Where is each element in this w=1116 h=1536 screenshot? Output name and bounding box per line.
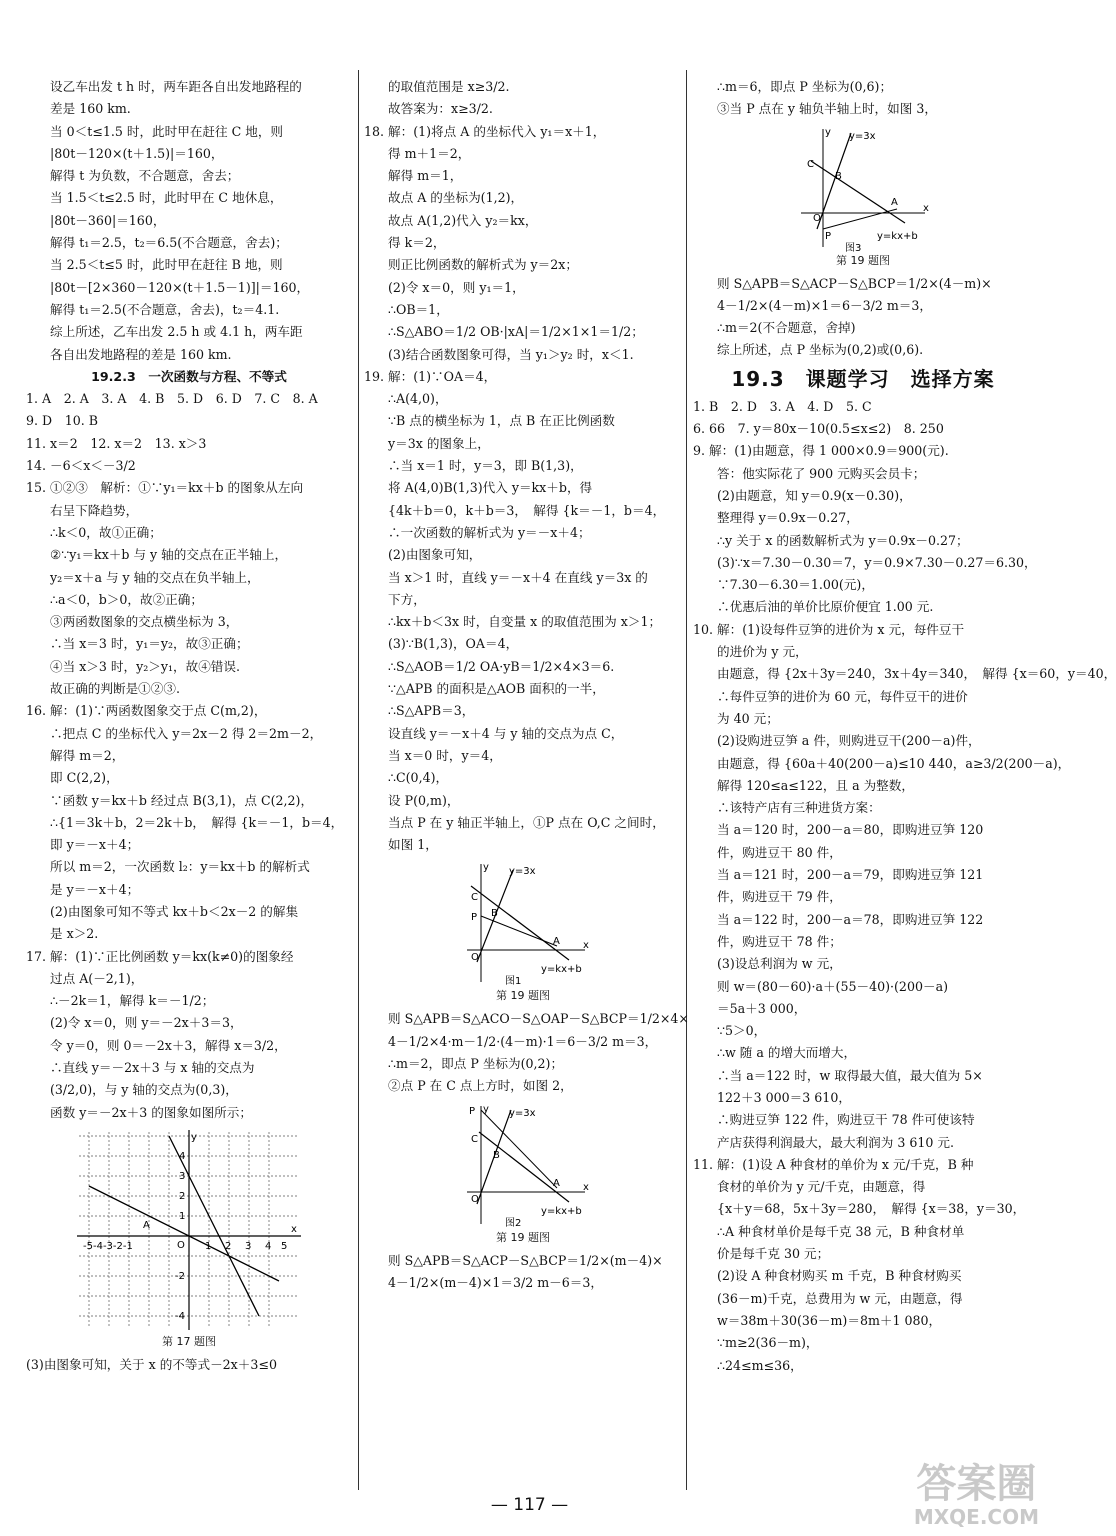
- text-line: 则 S△APB＝S△ACP－S△BCP＝1/2×(4－m)×: [717, 275, 992, 291]
- text-line: ∴kx＋b＜3x 时，自变量 x 的取值范围为 x＞1；: [388, 614, 662, 630]
- text-line: ∴当 a＝122 时，w 取得最大值，最大值为 5×: [717, 1067, 983, 1083]
- text-line: 的进价为 y 元，: [717, 644, 808, 660]
- text-line: 18. 解：(1)将点 A 的坐标代入 y₁＝x＋1，: [364, 123, 606, 139]
- watermark-logo: [914, 1462, 1039, 1528]
- text-line: {4k＋b＝0，k＋b＝3， 解得 {k＝－1，b＝4，: [388, 502, 666, 518]
- text-line: 10. 解：(1)设每件豆笋的进价为 x 元，每件豆干: [693, 621, 965, 637]
- svg-text:-2: -2: [175, 1270, 185, 1282]
- text-line: 19. 解：(1)∵OA＝4，: [364, 368, 497, 384]
- text-line: 得 m＋1＝2，: [388, 145, 471, 161]
- column-1: [26, 76, 352, 1376]
- text-line: ∴直线 y＝－2x＋3 与 x 轴的交点为: [50, 1060, 255, 1076]
- text-line: 如图 1，: [388, 837, 438, 853]
- text-line: ∴A 种食材单价是每千克 38 元，B 种食材单: [717, 1223, 965, 1239]
- text-line: (2)设购进豆笋 a 件，则购进豆干(200－a)件，: [717, 733, 981, 749]
- text-line: 14. －6＜x＜－3/2: [26, 458, 136, 474]
- text-line: ∴S△AOB＝1/2 OA·yB＝1/2×4×3＝6.: [388, 658, 615, 674]
- text-line: 当 a＝120 时，200－a＝80，即购进豆笋 120: [717, 822, 984, 838]
- text-line: 各自出发地路程的差是 160 km.: [50, 346, 232, 362]
- svg-text:-4: -4: [175, 1310, 185, 1322]
- text-line: ∴{1＝3k＋b，2＝2k＋b， 解得 {k＝－1，b＝4，: [50, 814, 344, 830]
- text-line: 的取值范围是 x≥3/2.: [388, 79, 510, 94]
- text-line: (3)设总利润为 w 元，: [717, 956, 842, 972]
- line-label-ykxb: y=kx+b: [541, 1205, 582, 1217]
- svg-text:A: A: [891, 196, 898, 208]
- text-line: 产店获得利润最大，最大利润为 3 610 元.: [717, 1134, 954, 1150]
- text-line: ∴k＜0，故①正确；: [50, 524, 162, 540]
- svg-text:3: 3: [179, 1170, 186, 1182]
- text-line: 差是 160 km.: [50, 101, 131, 117]
- text-line: |80t－360|＝160，: [50, 212, 166, 228]
- text-line: 函数 y＝－2x＋3 的图象如图所示；: [50, 1104, 252, 1120]
- text-line: 1. A 2. A 3. A 4. B 5. D 6. D 7. C 8. A: [26, 391, 318, 407]
- text-line: 解得 t₁＝2.5(不合题意，舍去)，t₂＝4.1.: [50, 301, 280, 317]
- text-line: ＝5a＋3 000，: [717, 1000, 807, 1016]
- svg-text:y: y: [191, 1131, 197, 1143]
- text-line: 即 C(2,2)，: [50, 770, 119, 786]
- svg-text:P: P: [469, 1105, 476, 1117]
- svg-text:y: y: [483, 862, 489, 874]
- page-number: — 117 —: [490, 1495, 569, 1515]
- column-3: [693, 76, 1116, 1377]
- svg-text:4: 4: [265, 1240, 272, 1252]
- text-line: 即 y＝－x＋4；: [50, 837, 140, 853]
- text-line: 当点 P 在 y 轴正半轴上，①P 点在 O,C 之间时，: [388, 814, 665, 830]
- text-line: ∴S△ABO＝1/2 OB·|xA|＝1/2×1×1＝1/2；: [388, 324, 644, 340]
- watermark-text: 答案圈: [916, 1461, 1037, 1507]
- text-line: 故正确的判断是①②③.: [50, 681, 180, 697]
- text-line: ∴24≤m≤36，: [717, 1357, 803, 1373]
- svg-text:x: x: [583, 1181, 589, 1193]
- text-line: (36－m)千克，总费用为 w 元，由题意，得: [717, 1290, 963, 1306]
- text-line: (2)令 x＝0，则 y₁＝1，: [388, 279, 525, 295]
- text-line: (2)由题意，知 y＝0.9(x－0.30)，: [717, 487, 912, 503]
- text-line: (2)由图象可知，: [388, 547, 482, 563]
- text-line: 是 x＞2.: [50, 926, 99, 942]
- svg-text:C: C: [471, 892, 478, 904]
- figure-17-caption: 第 17 题图: [162, 1334, 216, 1348]
- text-line: ∴优惠后油的单价比原价便宜 1.00 元.: [717, 599, 934, 615]
- text-line: 1. B 2. D 3. A 4. D 5. C: [693, 398, 872, 414]
- figure-label: 图3: [845, 242, 862, 254]
- text-line: 则 w＝(80－60)·a＋(55－40)·(200－a): [717, 978, 948, 994]
- text-line: 所以 m＝2，一次函数 l₂：y＝kx＋b 的解析式: [50, 859, 310, 875]
- figure-19-3: [693, 125, 1033, 269]
- svg-text:y: y: [825, 126, 831, 138]
- text-line: 右呈下降趋势，: [50, 502, 139, 518]
- text-line: ③当 P 点在 y 轴负半轴上时，如图 3，: [717, 101, 937, 117]
- svg-text:1: 1: [179, 1210, 186, 1222]
- text-line: (3)由图象可知，关于 x 的不等式－2x＋3≤0: [26, 1356, 277, 1372]
- text-line: 122＋3 000＝3 610，: [717, 1089, 851, 1105]
- text-line: 11. x＝2 12. x＝2 13. x＞3: [26, 435, 207, 451]
- text-line: 件，购进豆干 80 件，: [717, 844, 842, 860]
- text-line: ∴把点 C 的坐标代入 y＝2x－2 得 2＝2m－2，: [50, 725, 323, 741]
- text-line: 故点 A(1,2)代入 y₂＝kx，: [388, 212, 538, 228]
- text-line: 是 y＝－x＋4；: [50, 881, 140, 897]
- figure-label: 图1: [505, 976, 522, 988]
- svg-text:A: A: [143, 1219, 150, 1231]
- svg-text:3: 3: [245, 1240, 252, 1252]
- text-line: 为 40 元；: [717, 710, 779, 726]
- text-line: (2)令 x＝0，则 y＝－2x＋3＝3，: [50, 1015, 243, 1031]
- text-line: ∵m≥2(36－m)，: [717, 1335, 819, 1351]
- text-line: ∴w 随 a 的增大而增大，: [717, 1045, 857, 1061]
- text-line: 6. 66 7. y＝80x－10(0.5≤x≤2) 8. 250: [693, 421, 944, 437]
- text-line: ∴m＝2，即点 P 坐标为(0,2)；: [388, 1055, 564, 1071]
- text-line: ∴m＝2(不合题意，舍掉): [717, 320, 856, 336]
- figure-19-caption: 第 19 题图: [496, 989, 550, 1003]
- text-line: 由题意，得 {2x＋3y＝240，3x＋4y＝340， 解得 {x＝60，y＝40，: [717, 666, 1116, 682]
- text-line: 当 x＞1 时，直线 y＝－x＋4 在直线 y＝3x 的: [388, 569, 648, 585]
- text-line: ∴－2k＝1，解得 k＝－1/2；: [50, 993, 215, 1009]
- svg-text:x: x: [291, 1223, 297, 1235]
- svg-text:A: A: [553, 936, 560, 948]
- text-line: y₂＝x＋a 与 y 轴的交点在负半轴上，: [50, 569, 260, 585]
- text-line: 解得 t 为负数，不合题意，舍去；: [50, 168, 240, 184]
- text-line: 15. ①②③ 解析：①∵y₁＝kx＋b 的图象从左向: [26, 480, 304, 496]
- text-line: 则 S△APB＝S△ACO－S△OAP－S△BCP＝1/2×4×: [388, 1011, 689, 1027]
- graph-figure-1: [453, 860, 593, 988]
- graph-figure-2: [453, 1102, 593, 1230]
- svg-text:4: 4: [179, 1150, 186, 1162]
- figure-17: [26, 1128, 352, 1350]
- svg-text:O: O: [177, 1239, 185, 1251]
- text-line: 当 0＜t≤1.5 时，此时甲在赶往 C 地，则: [50, 123, 284, 139]
- text-line: 16. 解：(1)∵两函数图象交于点 C(m,2)，: [26, 703, 267, 719]
- text-line: ∴m＝6，即点 P 坐标为(0,6)；: [717, 79, 893, 94]
- text-line: 件，购进豆干 78 件；: [717, 933, 842, 949]
- text-line: 11. 解：(1)设 A 种食材的单价为 x 元/千克，B 种: [693, 1156, 974, 1172]
- svg-text:5: 5: [281, 1240, 288, 1252]
- text-line: ∵△APB 的面积是△AOB 面积的一半，: [388, 681, 605, 697]
- text-line: ∴当 x＝3 时，y₁＝y₂，故③正确；: [50, 636, 249, 652]
- text-line: 故答案为：x≥3/2.: [388, 101, 493, 117]
- text-line: 9. D 10. B: [26, 413, 98, 429]
- svg-text:B: B: [835, 170, 842, 182]
- text-line: 价是每千克 30 元；: [717, 1246, 830, 1262]
- svg-text:A: A: [553, 1177, 560, 1189]
- svg-text:1: 1: [205, 1240, 212, 1252]
- text-line: {x＋y＝68，5x＋3y＝280， 解得 {x＝38，y＝30，: [717, 1201, 1026, 1217]
- text-line: ∴当 x＝1 时，y＝3，即 B(1,3)，: [388, 458, 583, 474]
- text-line: 由题意，得 {60a＋40(200－a)≤10 440，a≥3/2(200－a)，: [717, 755, 1071, 771]
- text-line: 答：他实际花了 900 元购买会员卡；: [717, 465, 926, 481]
- svg-text:O: O: [471, 952, 479, 964]
- text-line: 将 A(4,0)B(1,3)代入 y＝kx＋b，得: [388, 480, 593, 496]
- text-line: 当 a＝121 时，200－a＝79，即购进豆笋 121: [717, 867, 984, 883]
- text-line: ∴该特产店有三种进货方案：: [717, 800, 881, 816]
- line-label-y3x: y=3x: [849, 130, 876, 142]
- text-line: 4－1/2×(m－4)×1＝3/2 m－6＝3，: [388, 1274, 603, 1290]
- text-line: ④当 x＞3 时，y₂＞y₁，故④错误.: [50, 658, 240, 674]
- text-line: ∵5＞0，: [717, 1023, 767, 1039]
- figure-19-2: [364, 1102, 682, 1246]
- text-line: 综上所述，乙车出发 2.5 h 或 4.1 h，两车距: [50, 324, 303, 340]
- text-line: w＝38m＋30(36－m)＝8m＋1 080，: [717, 1312, 942, 1328]
- line-label-ykxb: y=kx+b: [877, 230, 918, 242]
- text-line: 当 1.5＜t≤2.5 时，此时甲在 C 地休息，: [50, 190, 283, 206]
- svg-text:2: 2: [225, 1240, 232, 1252]
- text-line: ∴C(0,4)，: [388, 770, 449, 786]
- text-line: 解得 120≤a≤122，且 a 为整数，: [717, 777, 914, 793]
- text-line: 解得 m＝2，: [50, 747, 125, 763]
- text-line: 4－1/2×4·m－1/2·(4－m)·1＝6－3/2 m＝3，: [388, 1033, 658, 1049]
- text-line: 设 P(0,m)，: [388, 792, 460, 808]
- text-line: 当 a＝122 时，200－a＝78，即购进豆笋 122: [717, 911, 984, 927]
- svg-text:C: C: [471, 1133, 478, 1145]
- figure-19-caption: 第 19 题图: [836, 253, 890, 267]
- section-heading-19-3: 19.3 课题学习 选择方案: [731, 366, 995, 391]
- text-line: 令 y＝0，则 0＝－2x＋3，解得 x＝3/2，: [50, 1037, 287, 1053]
- text-line: 17. 解：(1)∵正比例函数 y＝kx(k≠0)的图象经: [26, 948, 294, 964]
- text-line: ②点 P 在 C 点上方时，如图 2，: [388, 1078, 573, 1094]
- text-line: ∴一次函数的解析式为 y＝－x＋4；: [388, 524, 591, 540]
- column-divider: [358, 70, 359, 1490]
- watermark-url: MXQE.COM: [913, 1505, 1039, 1529]
- svg-text:-5-4-3-2-1: -5-4-3-2-1: [83, 1240, 133, 1252]
- text-line: 设乙车出发 t h 时，两车距各自出发地路程的: [50, 79, 302, 94]
- text-line: 则正比例函数的解析式为 y＝2x；: [388, 257, 578, 273]
- text-line: 故点 A 的坐标为(1,2)，: [388, 190, 524, 206]
- text-line: (2)由图象可知不等式 kx＋b＜2x－2 的解集: [50, 903, 299, 919]
- svg-text:O: O: [471, 1193, 479, 1205]
- text-line: ∴y 关于 x 的函数解析式为 y＝0.9x－0.27；: [717, 532, 969, 548]
- text-line: (3)结合函数图象可得，当 y₁＞y₂ 时，x＜1.: [388, 346, 634, 362]
- text-line: (2)设 A 种食材购买 m 千克，B 种食材购买: [717, 1268, 962, 1284]
- text-line: ∵函数 y＝kx＋b 经过点 B(3,1)，点 C(2,2)，: [50, 792, 314, 808]
- text-line: 设直线 y＝－x＋4 与 y 轴的交点为点 C，: [388, 725, 624, 741]
- svg-text:2: 2: [179, 1190, 186, 1202]
- text-line: 则 S△APB＝S△ACP－S△BCP＝1/2×(m－4)×: [388, 1252, 663, 1268]
- column-2: [364, 76, 689, 1294]
- svg-text:C: C: [807, 158, 814, 170]
- line-label-y3x: y=3x: [509, 1107, 536, 1119]
- graph-figure-3: [793, 125, 933, 253]
- line-label-ykxb: y=kx+b: [541, 964, 582, 976]
- figure-label: 图2: [505, 1217, 522, 1229]
- line-label-y3x: y=3x: [509, 866, 536, 878]
- text-line: (3)∵B(1,3)，OA＝4，: [388, 636, 519, 652]
- text-line: |80t－120×(t＋1.5)|＝160，: [50, 145, 224, 161]
- text-line: 当 2.5＜t≤5 时，此时甲在赶往 B 地，则: [50, 257, 283, 273]
- text-line: 当 x＝0 时，y＝4，: [388, 747, 502, 763]
- text-line: 下方，: [388, 591, 426, 607]
- text-line: ②∵y₁＝kx＋b 与 y 轴的交点在正半轴上，: [50, 547, 288, 563]
- text-line: 综上所述，点 P 坐标为(0,2)或(0,6).: [717, 342, 924, 358]
- text-line: y＝3x 的图象上，: [388, 435, 490, 451]
- svg-text:y: y: [483, 1103, 489, 1115]
- text-line: ∴a＜0，b＞0，故②正确；: [50, 591, 203, 607]
- text-line: 9. 解：(1)由题意，得 1 000×0.9＝900(元).: [693, 443, 949, 459]
- svg-text:P: P: [825, 230, 832, 242]
- text-line: |80t－[2×360－120×(t＋1.5－1)]|＝160，: [50, 279, 310, 295]
- text-line: (3)∵x＝7.30－0.30＝7，y＝0.9×7.30－0.27＝6.30，: [717, 554, 1037, 570]
- figure-19-1: [364, 860, 682, 1004]
- text-line: ∴S△APB＝3，: [388, 703, 475, 719]
- svg-text:B: B: [491, 908, 498, 920]
- section-heading-19-2-3: 19.2.3 一次函数与方程、不等式: [91, 368, 287, 384]
- svg-text:O: O: [813, 212, 821, 224]
- figure-19-caption: 第 19 题图: [496, 1230, 550, 1244]
- text-line: 整理得 y＝0.9x－0.27，: [717, 510, 859, 526]
- text-line: 4－1/2×(4－m)×1＝6－3/2 m＝3，: [717, 297, 932, 313]
- svg-text:x: x: [923, 202, 929, 214]
- svg-text:P: P: [471, 912, 478, 924]
- coordinate-grid-graph: [73, 1128, 305, 1334]
- text-line: 食材的单价为 y 元/千克，由题意，得: [717, 1179, 926, 1195]
- column-divider: [686, 70, 687, 1490]
- text-line: 过点 A(－2,1)，: [50, 970, 144, 986]
- text-line: 得 k＝2，: [388, 235, 446, 251]
- text-line: 解得 m＝1，: [388, 168, 463, 184]
- svg-text:B: B: [493, 1149, 500, 1161]
- text-line: (3/2,0)，与 y 轴的交点为(0,3)，: [50, 1082, 238, 1098]
- text-line: ∴每件豆笋的进价为 60 元，每件豆干的进价: [717, 688, 968, 704]
- text-line: ③两函数图象的交点横坐标为 3，: [50, 614, 239, 630]
- text-line: ∴A(4,0)，: [388, 391, 448, 407]
- svg-text:x: x: [583, 940, 589, 952]
- text-line: 解得 t₁＝2.5，t₂＝6.5(不合题意，舍去)；: [50, 235, 288, 251]
- text-line: ∴OB＝1，: [388, 301, 449, 317]
- text-line: ∴购进豆笋 122 件，购进豆干 78 件可使该特: [717, 1112, 975, 1128]
- text-line: ∵7.30－6.30＝1.00(元)，: [717, 577, 874, 593]
- text-line: 件，购进豆干 79 件，: [717, 889, 842, 905]
- text-line: ∵B 点的横坐标为 1，点 B 在正比例函数: [388, 413, 615, 429]
